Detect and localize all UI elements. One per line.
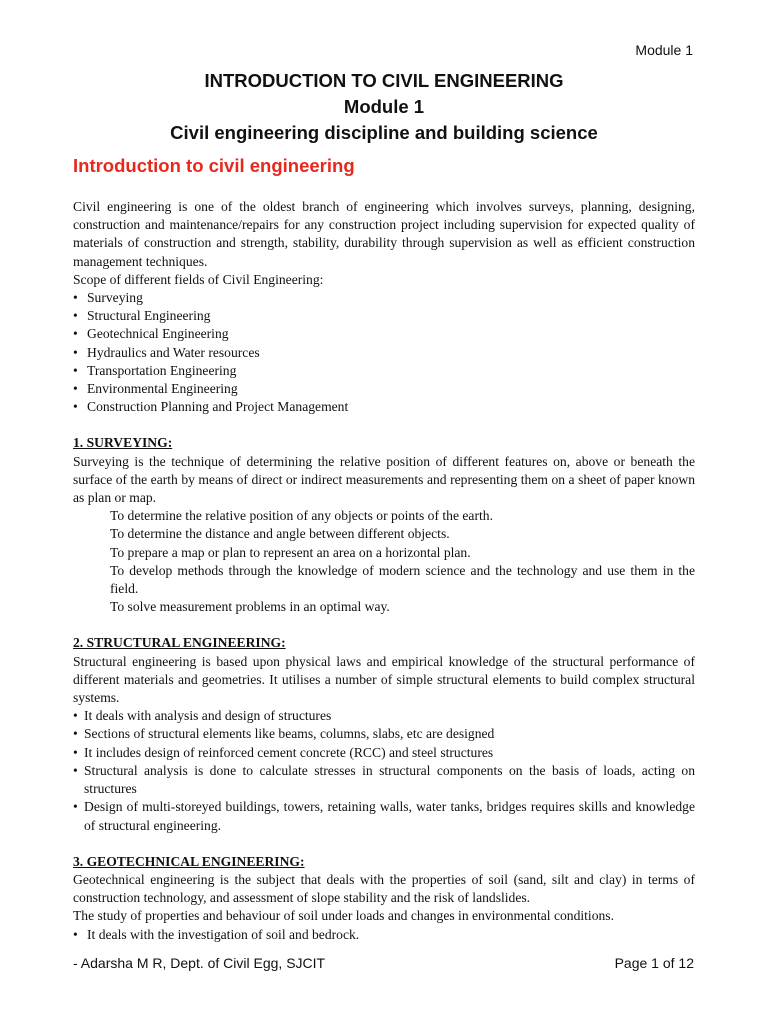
list-item-text: Sections of structural elements like beams, columns, slabs, etc are designed xyxy=(84,726,495,742)
intro-paragraph: Civil engineering is one of the oldest branch of engineering which involves surveys, planning, designing, construction and maintenance/repairs for any construction project including supervision for expected quality of materials of construction and strength, stability, durability through supervision as well as efficient construction management techniques. xyxy=(73,199,695,269)
list-item xyxy=(73,744,695,762)
bullet-icon: • xyxy=(73,399,78,415)
list-item-text: It deals with the investigation of soil and bedrock. xyxy=(87,926,360,942)
scope-label: Scope of different fields of Civil Engineering: xyxy=(73,271,324,287)
list-item: To develop methods through the knowledge of modern science and the technology and use them in the field. xyxy=(110,562,695,597)
structural-paragraph: Structural engineering is based upon physical laws and empirical knowledge of the structural performance of different materials and geometries. It utilises a number of simple structural elements to build complex structural systems. xyxy=(73,653,695,706)
section-heading: Introduction to civil engineering xyxy=(73,155,355,176)
list-item: To determine the distance and angle between different objects. xyxy=(110,526,450,542)
list-item-text: Environmental Engineering xyxy=(87,381,238,397)
document-subtitle: Module 1 xyxy=(343,96,425,117)
list-item xyxy=(73,307,695,325)
document-topic: Civil engineering discipline and building science xyxy=(170,122,598,143)
title-block xyxy=(0,68,768,146)
list-item-text: Construction Planning and Project Management xyxy=(87,399,349,415)
bullet-icon: • xyxy=(73,290,78,306)
surveying-objectives xyxy=(73,507,695,616)
list-item xyxy=(73,798,695,834)
bullet-icon: • xyxy=(73,326,78,342)
bullet-icon: • xyxy=(73,308,78,324)
geotechnical-paragraph-2: The study of properties and behaviour of soil under loads and changes in environmental conditions. xyxy=(73,908,614,924)
list-item-text: It includes design of reinforced cement concrete (RCC) and steel structures xyxy=(84,744,494,760)
list-item: To determine the relative position of any objects or points of the earth. xyxy=(110,508,493,524)
list-item-text: Design of multi-storeyed buildings, towers, retaining walls, water tanks, bridges requires skills and knowledge of structural engineering. xyxy=(84,799,695,833)
bullet-icon: • xyxy=(73,762,78,778)
list-item xyxy=(73,325,695,343)
list-item xyxy=(73,344,695,362)
geotechnical-list xyxy=(73,926,695,944)
page-number: Page 1 of 12 xyxy=(614,955,694,971)
surveying-paragraph: Surveying is the technique of determining the relative position of different features on, above or beneath the surface of the earth by means of direct or indirect measurements and representing them on a sheet of paper known as plan or map. xyxy=(73,453,695,506)
scope-list xyxy=(73,289,695,416)
structural-list xyxy=(73,707,695,834)
list-item xyxy=(73,398,695,416)
list-item xyxy=(73,926,695,944)
geotechnical-paragraph: Geotechnical engineering is the subject that deals with the properties of soil (sand, silt and clay) in terms of construction technology, and assessment of slope stability and the risk of landslides. xyxy=(73,871,695,906)
bullet-icon: • xyxy=(73,708,78,724)
bullet-icon: • xyxy=(73,926,78,942)
bullet-icon: • xyxy=(73,726,78,742)
list-item xyxy=(73,725,695,743)
list-item: To prepare a map or plan to represent an area on a horizontal plan. xyxy=(110,544,471,560)
list-item: To solve measurement problems in an optimal way. xyxy=(110,599,390,615)
document-title: INTRODUCTION TO CIVIL ENGINEERING xyxy=(204,70,564,91)
bullet-icon: • xyxy=(73,362,78,378)
list-item-text: Hydraulics and Water resources xyxy=(87,344,260,360)
bullet-icon: • xyxy=(73,344,78,360)
footer-author: - Adarsha M R, Dept. of Civil Egg, SJCIT xyxy=(73,955,326,971)
list-item-text: Surveying xyxy=(87,290,143,306)
module-tag: Module 1 xyxy=(635,42,693,58)
list-item xyxy=(73,289,695,307)
bullet-icon: • xyxy=(73,799,78,815)
list-item xyxy=(73,380,695,398)
list-item-text: It deals with analysis and design of structures xyxy=(84,708,332,724)
geotechnical-heading: 3. GEOTECHNICAL ENGINEERING: xyxy=(73,853,305,869)
surveying-heading: 1. SURVEYING: xyxy=(73,435,173,451)
bullet-icon: • xyxy=(73,381,78,397)
structural-heading: 2. STRUCTURAL ENGINEERING: xyxy=(73,635,286,651)
bullet-icon: • xyxy=(73,744,78,760)
body-content xyxy=(73,198,695,944)
list-item-text: Structural analysis is done to calculate stresses in structural components on the basis of loads, acting on structures xyxy=(84,762,695,797)
list-item xyxy=(73,707,695,725)
list-item xyxy=(73,762,695,798)
list-item-text: Geotechnical Engineering xyxy=(87,326,229,342)
list-item-text: Structural Engineering xyxy=(87,308,211,324)
list-item-text: Transportation Engineering xyxy=(87,362,237,378)
list-item xyxy=(73,362,695,380)
